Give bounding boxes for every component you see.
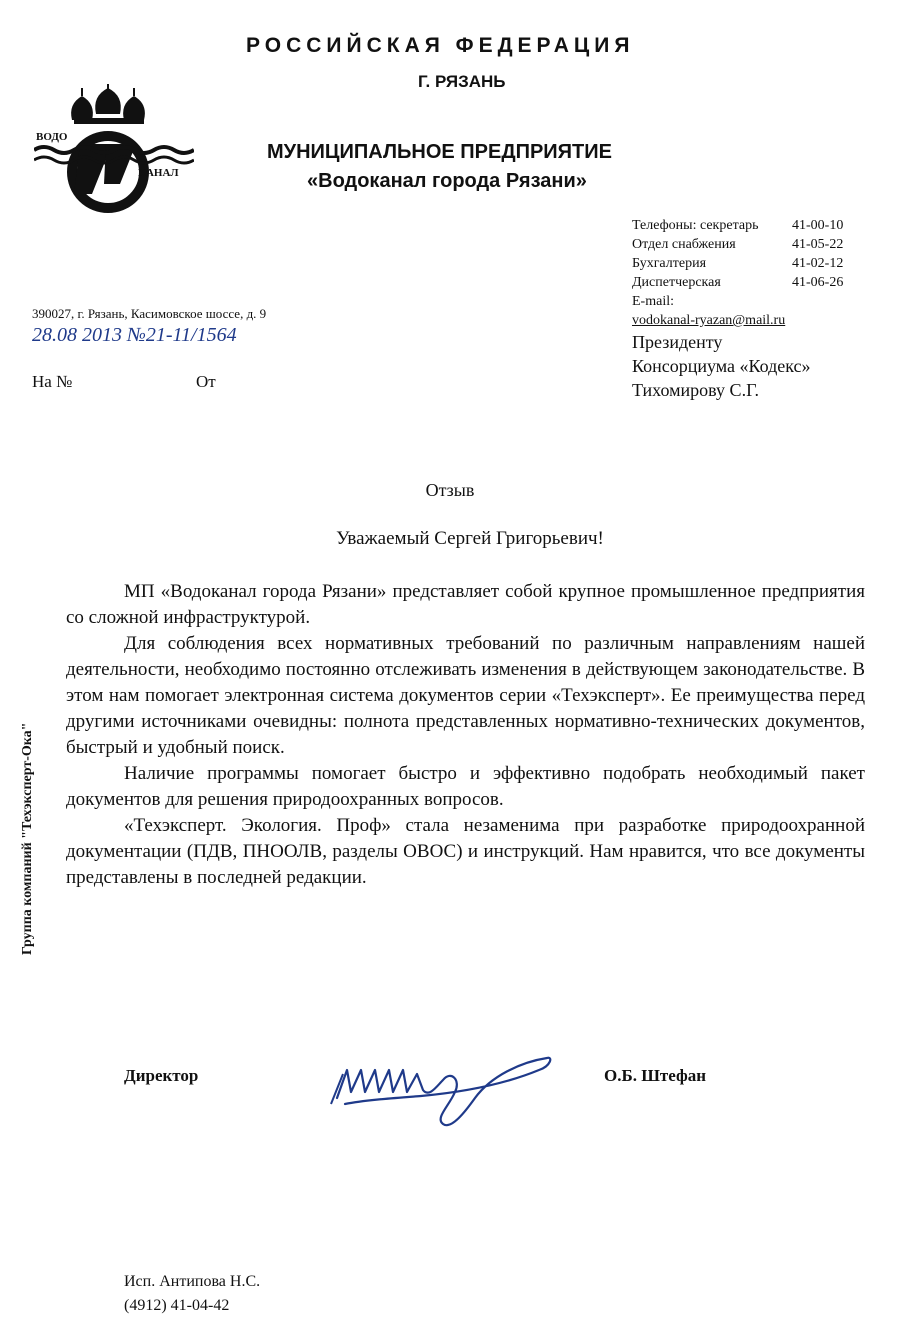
signatory-name: О.Б. Штефан <box>604 1066 707 1085</box>
recipient-position: Президенту <box>632 332 723 352</box>
salutation: Уважаемый Сергей Григорьевич! <box>336 528 604 549</box>
logo-text-vodo: ВОДО <box>36 131 68 143</box>
contact-row <box>632 254 862 273</box>
handwritten-reference <box>32 322 392 348</box>
reference-number-label: На № <box>32 372 73 391</box>
letter-paragraph: Наличие программы помогает быстро и эффективно подобрать необходимый пакет документов для решения природоохранных вопросов. <box>66 763 865 810</box>
letter-paragraph: «Техэксперт. Экология. Проф» стала незаменима при разработке природоохранной документации (ПДВ, ПНООЛВ, разделы ОВОС) и инструкций. Нам нравится, что все документы представлены в последней редакции. <box>66 815 865 888</box>
recipient-name: Тихомирову С.Г. <box>632 380 759 400</box>
logo-emblem-icon <box>34 84 194 216</box>
sender-address: 390027, г. Рязань, Касимовское шоссе, д. 9 <box>32 306 267 321</box>
logo-text-kanal: КАНАЛ <box>138 167 179 179</box>
signatory-position: Директор <box>124 1066 199 1085</box>
letter-paragraph: МП «Водоканал города Рязани» представляет собой крупное промышленное предприятия со сложной инфраструктурой. <box>66 581 865 628</box>
letter-body <box>66 579 865 891</box>
recipient-block <box>632 330 811 402</box>
contact-row <box>632 273 862 292</box>
contact-number: 41-06-26 <box>792 275 844 290</box>
handwritten-signature <box>325 1040 555 1130</box>
recipient-organization: Консорциума «Кодекс» <box>632 356 811 376</box>
letter-title: Отзыв <box>425 480 475 500</box>
city-heading: Г. РЯЗАНЬ <box>418 72 506 91</box>
letter-paragraph: Для соблюдения всех нормативных требований по различным направлениям нашей деятельности, необходимо постоянно отслеживать изменения в действующем законодательстве. В этом нам помогает электронная система документов серии «Техэксперт». Ее преимущества перед другими источниками очевидны: полнота представленных нормативно-технических документов, быстрый и удобный поиск. <box>66 633 865 758</box>
contact-number: 41-02-12 <box>792 256 844 271</box>
executor-phone: (4912) 41-04-42 <box>124 1297 230 1314</box>
org-name: «Водоканал города Рязани» <box>307 170 587 192</box>
reference-line <box>32 372 216 392</box>
contact-row <box>632 235 862 254</box>
sidebar-company-group: Группа компаний "Техэксперт-Ока" <box>20 722 35 955</box>
email-label: E-mail: <box>632 294 674 309</box>
executor-name: Исп. Антипова Н.С. <box>124 1273 261 1290</box>
contact-label: Бухгалтерия <box>632 256 707 271</box>
vodokanal-logo <box>34 84 194 216</box>
country-heading: РОССИЙСКАЯ ФЕДЕРАЦИЯ <box>246 34 635 57</box>
org-type: МУНИЦИПАЛЬНОЕ ПРЕДПРИЯТИЕ <box>267 141 612 163</box>
contact-row <box>632 216 862 235</box>
contacts-block <box>632 216 862 330</box>
handwritten-ref-text: 28.08 2013 №21-11/1564 <box>32 324 237 346</box>
contact-number: 41-00-10 <box>792 218 844 233</box>
email-link[interactable]: vodokanal-ryazan@mail.ru <box>632 313 786 328</box>
contact-label: Диспетчерская <box>632 275 721 290</box>
contact-label: Отдел снабжения <box>632 237 736 252</box>
reference-date-label: От <box>196 372 216 391</box>
contact-label: Телефоны: секретарь <box>632 218 759 233</box>
executor-block <box>124 1270 260 1318</box>
contact-number: 41-05-22 <box>792 237 844 252</box>
